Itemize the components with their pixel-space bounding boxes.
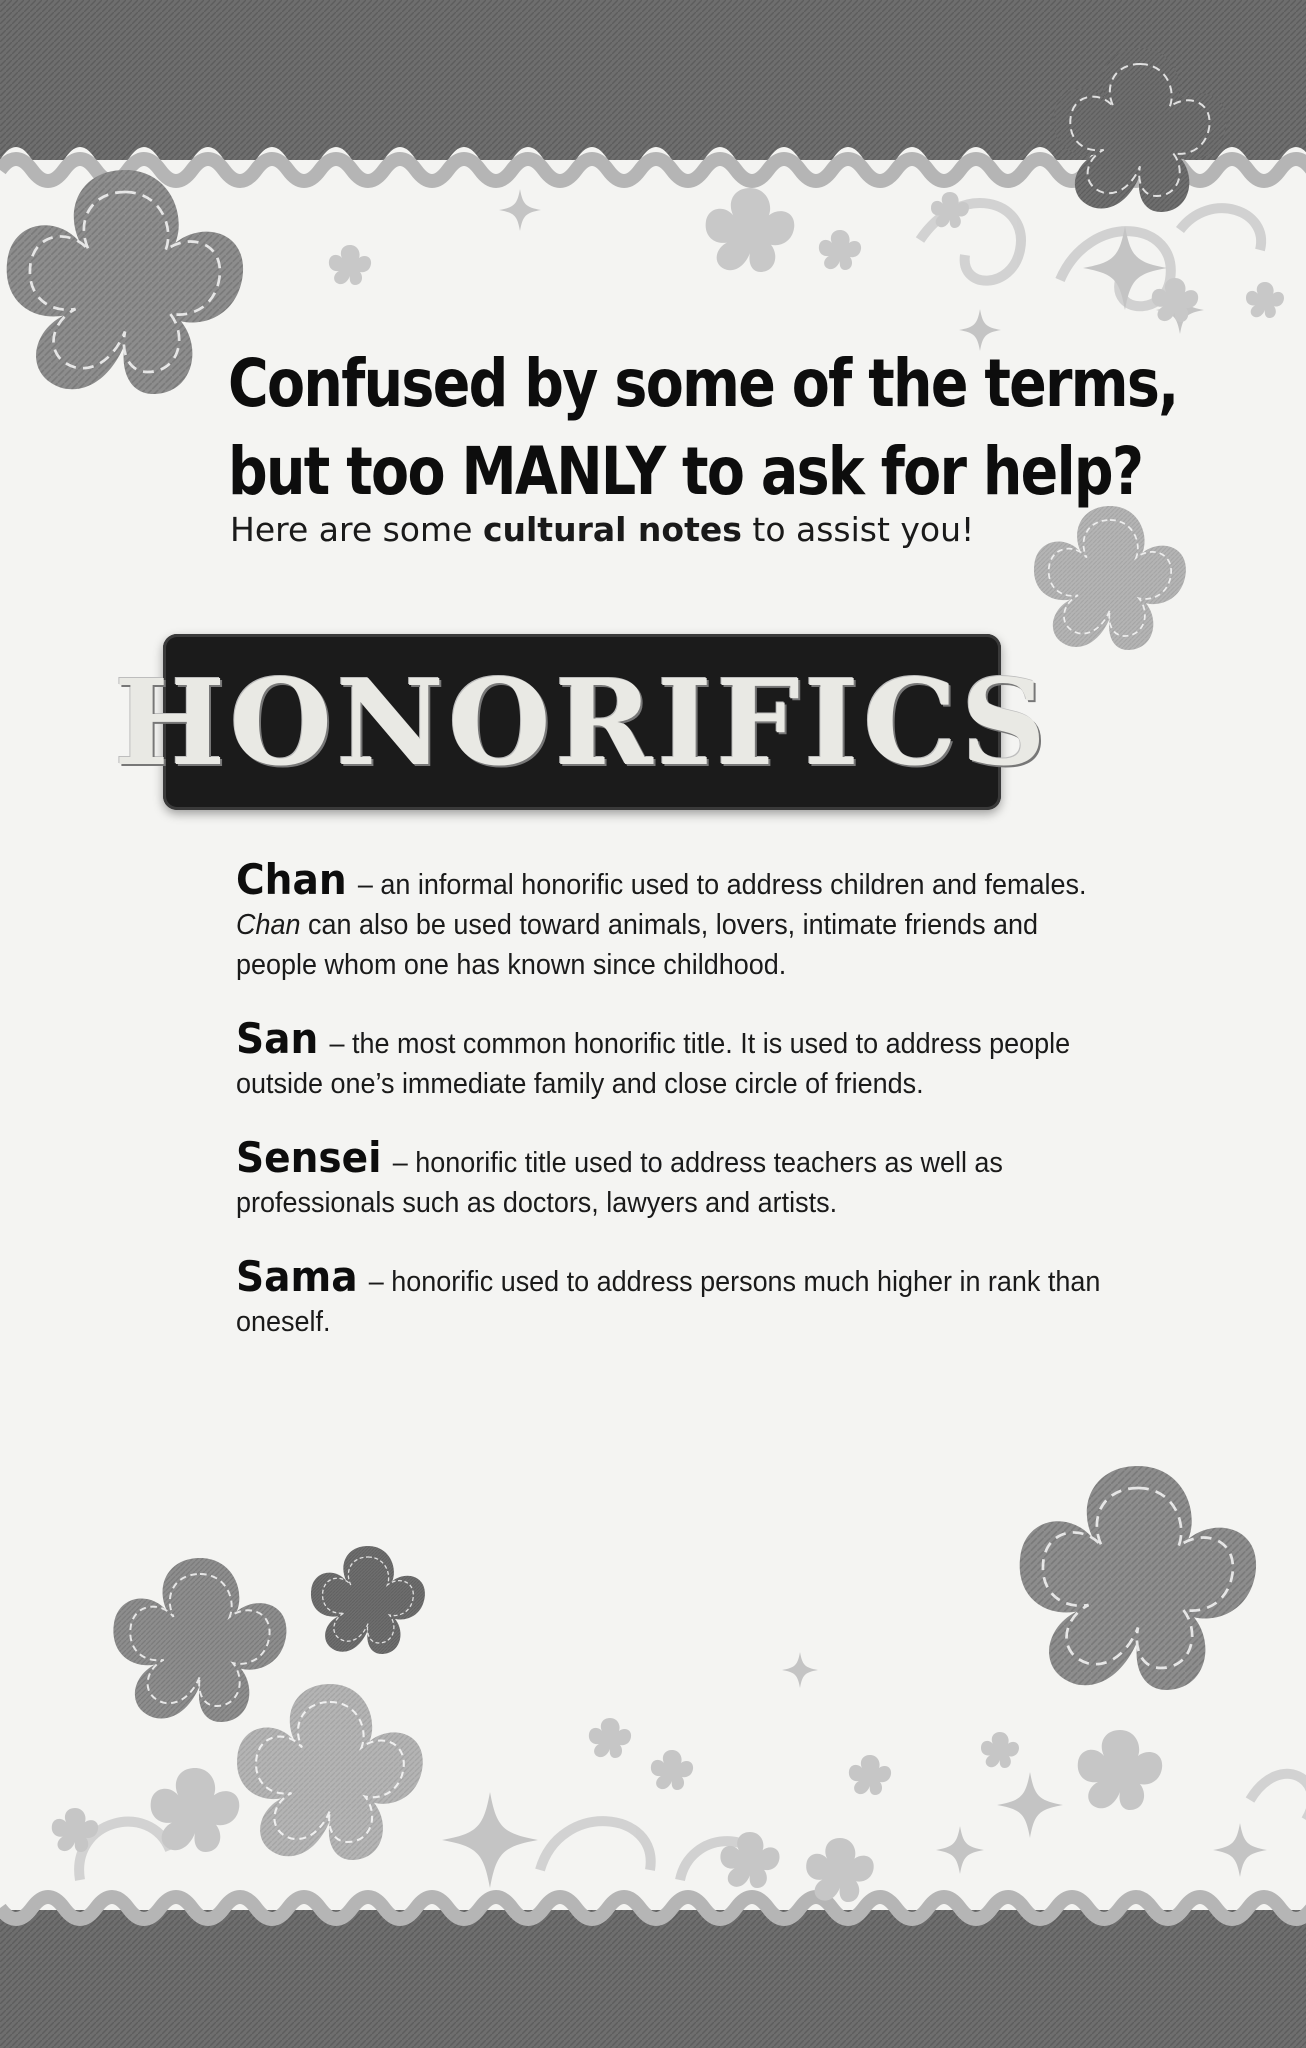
headline-line-2: but too MANLY to ask for help? bbox=[228, 433, 1143, 510]
flower-patch-icon bbox=[311, 1546, 425, 1654]
entry-text: – the most common honorific title. It is used to address people outside one’s immediate family and close circle of friends. bbox=[236, 1028, 1071, 1100]
subheadline-bold: cultural notes bbox=[482, 510, 742, 549]
headline bbox=[228, 340, 1178, 516]
entry-term: Sama bbox=[236, 1252, 358, 1301]
flower-patch-icon bbox=[237, 1684, 423, 1860]
entry-text: can also be used toward animals, lovers, intimate friends and people whom one has known since childhood. bbox=[236, 909, 1039, 981]
subheadline bbox=[230, 510, 974, 549]
entry-term: Chan bbox=[236, 855, 347, 904]
entry-text: – honorific used to address persons much higher in rank than oneself. bbox=[236, 1266, 1101, 1338]
subheadline-before: Here are some bbox=[230, 510, 483, 549]
entry-san bbox=[236, 1014, 1115, 1104]
section-title-patch bbox=[113, 634, 1051, 810]
flower-patch-icon bbox=[1034, 506, 1186, 650]
entry-text: – an informal honorific used to address children and females. bbox=[350, 869, 1087, 901]
entry-sensei bbox=[236, 1133, 1115, 1223]
entry-sama bbox=[236, 1252, 1115, 1342]
bottom-border-band bbox=[0, 1897, 1306, 2048]
headline-line-1: Confused by some of the terms, bbox=[228, 345, 1178, 422]
entry-text: – honorific title used to address teachers as well as professionals such as doctors, lawyers and artists. bbox=[236, 1147, 1003, 1219]
flower-patch-icon bbox=[113, 1558, 286, 1722]
sparkle-icon bbox=[499, 189, 1204, 351]
subheadline-after: to assist you! bbox=[741, 510, 975, 549]
flower-patch-icon bbox=[1020, 1466, 1256, 1690]
entry-chan bbox=[236, 855, 1115, 985]
entry-italic-term: Chan bbox=[236, 909, 301, 941]
section-title: HONORIFICS bbox=[113, 652, 1051, 792]
flower-patch-icon bbox=[7, 170, 243, 394]
swirl-icon bbox=[920, 203, 1261, 306]
entry-term: San bbox=[236, 1014, 319, 1063]
entry-term: Sensei bbox=[236, 1133, 382, 1182]
small-flowers-bottom bbox=[52, 1718, 1162, 1902]
honorifics-list bbox=[236, 855, 1116, 1376]
